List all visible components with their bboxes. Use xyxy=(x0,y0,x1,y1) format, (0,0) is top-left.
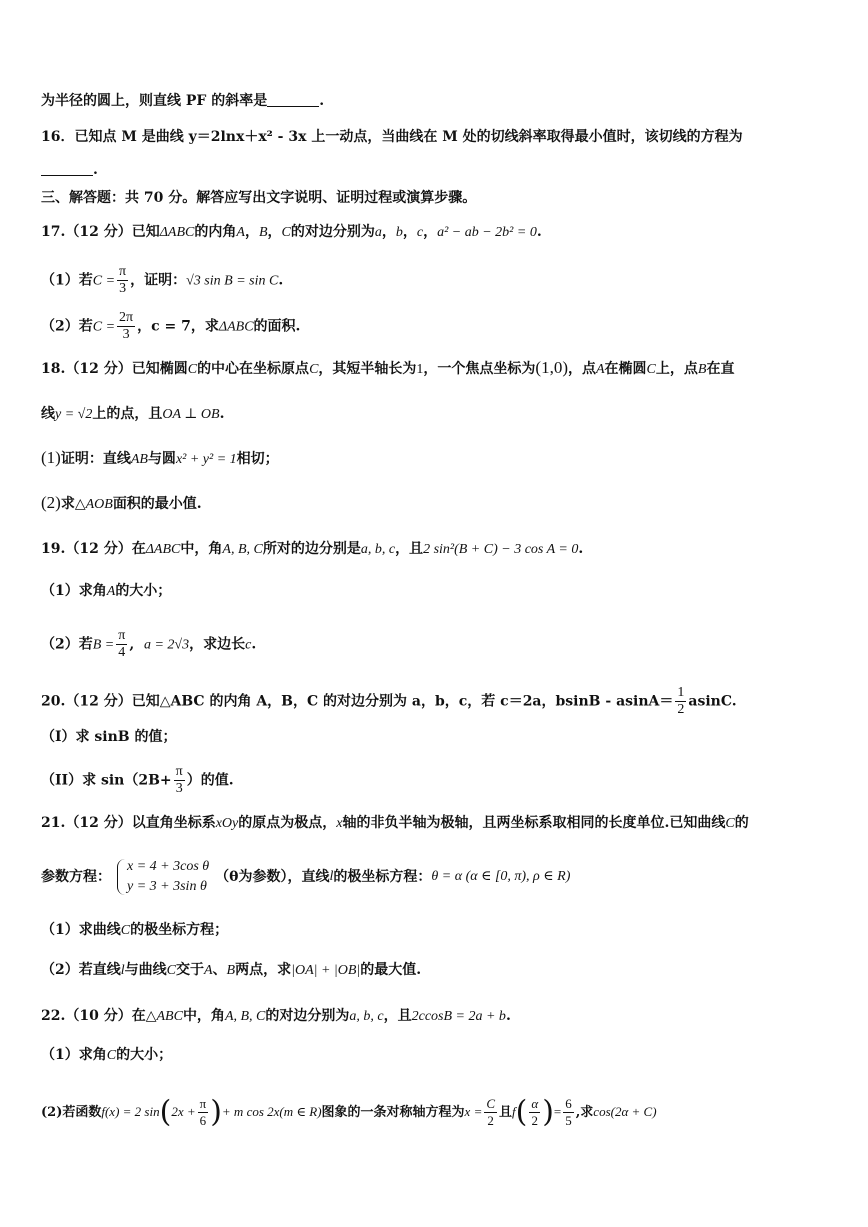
math-triangle-abc: ΔABC xyxy=(145,542,181,557)
part-label-1: (1) xyxy=(41,448,61,467)
math-C-eq: C = xyxy=(92,319,116,335)
q22-1b: 的大小； xyxy=(116,1047,173,1063)
frac-den: 3 xyxy=(122,327,130,342)
q21-line2 xyxy=(41,857,838,901)
q16-line xyxy=(41,127,838,147)
q18-c: ，其短半轴长为 xyxy=(318,361,417,377)
math-C: C xyxy=(309,362,319,377)
left-paren: ( xyxy=(159,1094,172,1130)
q19-1a: （1）求角 xyxy=(41,583,107,599)
math-oa-plus-ob: |OA| + |OB| xyxy=(291,963,361,978)
frac-half xyxy=(675,685,686,718)
q19-2b: ，求边长 xyxy=(189,636,246,653)
math-triangle-abc: ΔABC xyxy=(218,319,254,335)
math-A: A xyxy=(106,584,116,599)
frac-den: 2 xyxy=(487,1113,494,1128)
q22-2c: 且 xyxy=(499,1105,513,1120)
q19-2a: （2）若 xyxy=(41,636,93,653)
q18-1b: 与圆 xyxy=(147,451,176,467)
frac-den: 6 xyxy=(199,1113,207,1128)
left-brace xyxy=(117,859,126,895)
comma: ， xyxy=(381,224,396,240)
q18-2a: 求 xyxy=(60,496,75,512)
q21-d: 的 xyxy=(734,815,749,831)
frac-num: π xyxy=(119,264,127,279)
math-c: c xyxy=(245,637,252,653)
q21-1b: 的极坐标方程； xyxy=(130,922,229,938)
q17-mid: 的内角 xyxy=(194,224,237,240)
frac-den: 3 xyxy=(119,281,127,296)
period: . xyxy=(578,541,584,557)
math-oa-perp-ob: OA ⊥ OB xyxy=(162,407,220,422)
math-a: a xyxy=(374,225,382,240)
math-x: x xyxy=(336,816,343,831)
q19-part1 xyxy=(41,581,838,602)
period: . xyxy=(251,636,257,653)
frac-6-over-5 xyxy=(563,1096,574,1129)
q17-part2 xyxy=(41,310,838,343)
math-angle-list: A, B, C xyxy=(222,542,263,557)
math-A: A xyxy=(595,362,605,377)
q22-1a: （1）求角 xyxy=(41,1047,107,1063)
math-c: c xyxy=(416,225,424,240)
q17-mid2: 的对边分别为 xyxy=(290,224,375,240)
q20-a: 20.（12 分）已知△ABC 的内角 A，B，C 的对边分别为 a，b，c，若 c＝2a，bsinB - asinA＝ xyxy=(41,693,674,710)
q20-line xyxy=(41,685,838,718)
q19-line xyxy=(41,539,838,560)
q21-2c: 交于 xyxy=(175,962,204,978)
frac-num: π xyxy=(199,1096,207,1111)
q22-b: 中，角 xyxy=(182,1008,225,1024)
q17-part1 xyxy=(41,264,838,297)
math-C: C xyxy=(646,362,656,377)
q20-part1 xyxy=(41,727,838,747)
q18-line2a: 线 xyxy=(41,406,55,422)
q19-equation: 2 sin²(B + C) − 3 cos A = 0 xyxy=(423,542,579,557)
q19-part2 xyxy=(41,628,838,661)
math-C-eq: C = xyxy=(92,273,116,289)
math-y-eq: y = √2 xyxy=(55,407,93,422)
q16-period: . xyxy=(93,162,98,178)
period: . xyxy=(505,1008,511,1024)
math-C: C xyxy=(106,1048,117,1063)
q18-part2 xyxy=(41,493,838,515)
q19-d: ，且 xyxy=(395,541,424,557)
frac-den: 2 xyxy=(677,702,685,717)
q21-2e: 的最大值. xyxy=(360,962,422,978)
q18-f: 在椭圆 xyxy=(604,361,647,377)
q18-line1 xyxy=(41,358,838,380)
math-cos-target: cos(2α + C) xyxy=(593,1104,657,1119)
q17-2-text: ，c = 7，求 xyxy=(137,318,219,335)
q22-2d: ,求 xyxy=(575,1105,594,1120)
q20-part2 xyxy=(41,764,838,797)
math-AB: AB xyxy=(130,452,148,467)
q18-2b: 面积的最小值. xyxy=(112,496,202,512)
q17-2-end: 的面积. xyxy=(253,318,301,335)
math-A: A xyxy=(236,225,245,240)
period: . xyxy=(278,272,284,289)
math-C: C xyxy=(281,225,291,240)
math-B: B xyxy=(697,362,707,377)
q22-d: ，且 xyxy=(383,1008,412,1024)
q18-g: 上，点 xyxy=(655,361,698,377)
q21-2b: 与曲线 xyxy=(124,962,167,978)
line-q15-tail xyxy=(41,91,838,111)
frac-num: 1 xyxy=(677,685,685,700)
q20-1: （I）求 sinB 的值； xyxy=(41,729,177,745)
q21-1a: （1）求曲线 xyxy=(41,922,121,938)
frac-2pi-over-3 xyxy=(117,310,135,343)
period: . xyxy=(319,93,325,109)
q21-b: 的原点为极点， xyxy=(238,815,337,831)
q22-2a: (2)若函数 xyxy=(41,1105,102,1120)
math-f-def: f(x) = 2 sin xyxy=(101,1104,160,1119)
right-paren: ) xyxy=(210,1094,222,1130)
frac-num: π xyxy=(175,764,183,779)
math-2x-plus: 2x + xyxy=(171,1104,196,1119)
frac-pi-over-3 xyxy=(174,764,185,797)
q18-1c: 相切； xyxy=(236,451,279,467)
comma: ， xyxy=(423,224,438,240)
q19-b: 中，角 xyxy=(180,541,223,557)
math-angle-list: A, B, C xyxy=(224,1009,266,1024)
math-triangle-abc: △ABC xyxy=(145,1009,183,1024)
frac-alpha-over-2 xyxy=(529,1096,540,1129)
math-B: B xyxy=(226,963,236,978)
q21-a: 21.（12 分）以直角坐标系 xyxy=(41,815,216,831)
section-3-text: 三、解答题：共 70 分。解答应写出文字说明、证明过程或演算步骤。 xyxy=(41,190,477,206)
q22-line xyxy=(41,1006,838,1027)
q22-a: 22.（10 分）在 xyxy=(41,1008,146,1024)
q21-part1 xyxy=(41,920,838,941)
frac-num: π xyxy=(118,628,126,643)
q17-line xyxy=(41,222,838,243)
math-side-list: a, b, c xyxy=(360,542,396,557)
math-polar-equation: θ = α (α ∈ [0, π), ρ ∈ R) xyxy=(431,869,571,884)
math-one: 1 xyxy=(416,362,424,377)
q18-h: 在直 xyxy=(706,361,735,377)
comma: , xyxy=(129,636,135,653)
comma: ， xyxy=(402,224,417,240)
q22-c: 的对边分别为 xyxy=(265,1008,350,1024)
frac-C-over-2 xyxy=(484,1096,497,1129)
frac-pi-over-3 xyxy=(117,264,128,297)
math-circle: x² + y² = 1 xyxy=(175,452,237,467)
q17-1-label: （1）若 xyxy=(41,272,93,289)
q21-c: 轴的非负半轴为极轴，且两坐标系取相同的长度单位.已知曲线 xyxy=(342,815,726,831)
q19-c: 所对的边分别是 xyxy=(262,541,361,557)
q21-g: 的极坐标方程： xyxy=(333,869,432,885)
math-side-list: a, b, c xyxy=(349,1009,384,1024)
frac-num: 2π xyxy=(119,310,134,325)
period: . xyxy=(219,406,225,422)
q20-2b: ）的值. xyxy=(186,772,234,789)
q17-head: 17.（12 分）已知 xyxy=(41,224,160,240)
math-x-eq: x = xyxy=(464,1104,483,1119)
section-3-heading xyxy=(41,188,838,208)
right-paren: ) xyxy=(542,1094,554,1130)
frac-num: 6 xyxy=(565,1096,572,1111)
q21-line1 xyxy=(41,813,838,834)
answer-blank xyxy=(267,92,319,107)
period: . xyxy=(536,224,542,240)
math-C: C xyxy=(166,963,176,978)
q16-text: 16．已知点 M 是曲线 y＝2lnx＋x² - 3x 上一动点，当曲线在 M 处的切线斜率取得最小值时，该切线的方程为 xyxy=(41,129,743,145)
q22-equation: 2ccosB = 2a + b xyxy=(411,1009,506,1024)
q18-b: 的中心在坐标原点 xyxy=(197,361,310,377)
equals: = xyxy=(553,1104,562,1119)
enum-comma: 、 xyxy=(212,962,227,978)
q19-1b: 的大小； xyxy=(115,583,172,599)
math-m-cos: + m cos 2x(m ∈ R) xyxy=(221,1104,322,1119)
q21-f: （θ为参数），直线 xyxy=(215,869,330,885)
system-row-2: y = 3 + 3sin θ xyxy=(127,879,207,894)
math-l: l xyxy=(120,963,125,978)
q18-line2 xyxy=(41,404,838,425)
math-C: C xyxy=(120,923,131,938)
q18-e: ，点 xyxy=(567,361,596,377)
q21-2a: （2）若直线 xyxy=(41,962,121,978)
math-focus: (1,0) xyxy=(535,358,568,377)
q18-1a: 证明：直线 xyxy=(60,451,131,467)
q17-2-label: （2）若 xyxy=(41,318,93,335)
math-B: B xyxy=(258,225,268,240)
math-xoy: xOy xyxy=(215,816,239,831)
math-l: l xyxy=(329,869,334,884)
math-B-eq: B = xyxy=(92,637,115,653)
q22-part2 xyxy=(41,1096,838,1129)
comma: ， xyxy=(244,224,259,240)
frac-den: 4 xyxy=(118,645,126,660)
q18-a: 18.（12 分）已知椭圆 xyxy=(41,361,188,377)
q16-blank-line xyxy=(41,160,838,180)
q19-a-value: a = 2√3 xyxy=(143,637,190,653)
math-C: C xyxy=(725,816,735,831)
frac-den: 2 xyxy=(531,1113,539,1128)
q20-b: asinC. xyxy=(688,693,737,710)
math-A: A xyxy=(203,963,213,978)
math-f: f xyxy=(512,1104,516,1119)
q22-2b: 图象的一条对称轴方程为 xyxy=(321,1105,465,1120)
frac-den: 3 xyxy=(175,781,183,796)
q17-1-equation: √3 sin B = sin C xyxy=(186,273,279,289)
math-triangle-aob: △AOB xyxy=(74,497,113,512)
left-paren: ( xyxy=(515,1094,528,1130)
q21-part2 xyxy=(41,960,838,981)
frac-pi-over-6 xyxy=(198,1096,209,1129)
frac-num: α xyxy=(531,1096,539,1111)
q21-2d: 两点，求 xyxy=(235,962,292,978)
comma: ， xyxy=(267,224,282,240)
q16-answer-blank xyxy=(41,161,93,176)
q21-e: 参数方程： xyxy=(41,869,111,885)
q18-line2b: 上的点，且 xyxy=(92,406,163,422)
math-C: C xyxy=(187,362,198,377)
frac-pi-over-4 xyxy=(116,628,127,661)
part-label-2: (2) xyxy=(41,493,61,512)
q18-d: ，一个焦点坐标为 xyxy=(423,361,536,377)
q19-a: 19.（12 分）在 xyxy=(41,541,146,557)
math-triangle-abc: ΔABC xyxy=(159,225,195,240)
q15-text: 为半径的圆上，则直线 PF 的斜率是 xyxy=(41,93,268,109)
math-b: b xyxy=(395,225,403,240)
frac-num: C xyxy=(486,1096,496,1111)
q17-equation: a² − ab − 2b² = 0 xyxy=(437,225,537,240)
q18-part1 xyxy=(41,448,838,470)
system-row-1: x = 4 + 3cos θ xyxy=(127,859,210,874)
parametric-system xyxy=(117,857,209,897)
q17-1-text: ，证明： xyxy=(130,272,187,289)
frac-den: 5 xyxy=(565,1113,572,1128)
q22-part1 xyxy=(41,1045,838,1066)
q20-2a: （II）求 sin（2B+ xyxy=(41,772,172,789)
